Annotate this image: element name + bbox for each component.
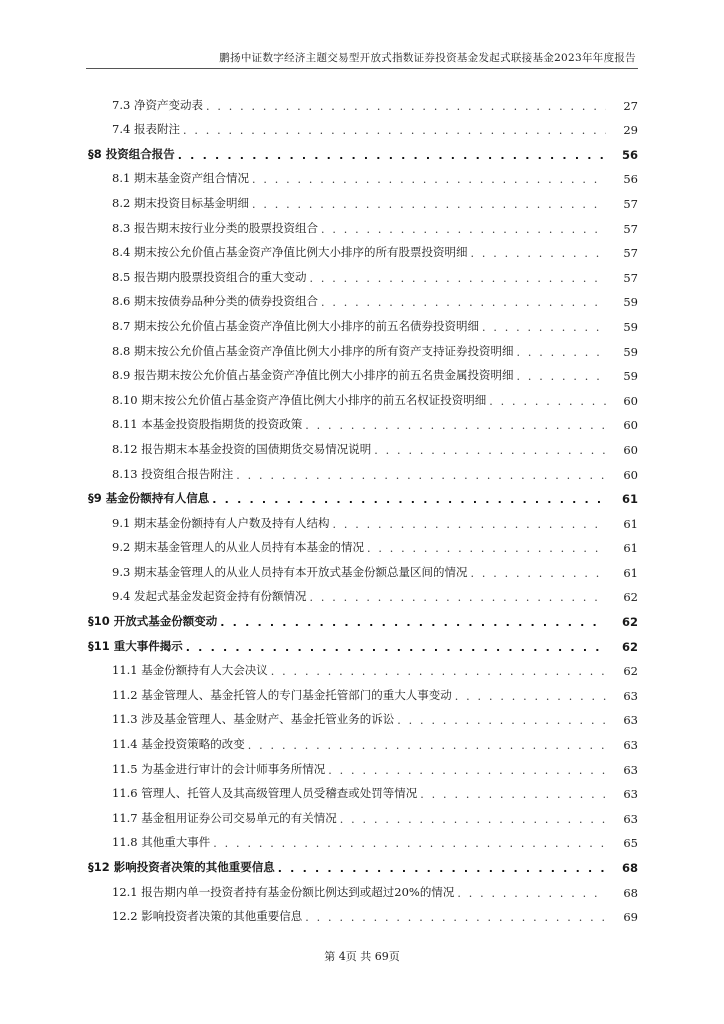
toc-entry-page-number: 57 — [623, 246, 638, 261]
toc-section-entry[interactable] — [86, 482, 638, 507]
toc-entry[interactable] — [86, 260, 638, 285]
toc-entry-title: 8.3 报告期末按行业分类的股票投资组合 — [112, 220, 318, 235]
toc-entry-title: 11.1 基金份额持有人大会决议 — [112, 663, 268, 678]
toc-entry-page-number: 69 — [623, 910, 638, 925]
toc-entry-title: 11.6 管理人、托管人及其高级管理人员受稽查或处罚等情况 — [112, 786, 418, 801]
toc-entry-page-number: 59 — [623, 319, 638, 334]
dot-leader — [213, 837, 606, 850]
toc-entry[interactable] — [86, 113, 638, 138]
toc-entry[interactable] — [86, 432, 638, 457]
dot-leader — [206, 100, 606, 113]
toc-entry-page-number: 62 — [623, 664, 638, 679]
toc-entry-title: 8.11 本基金投资股指期货的投资政策 — [112, 417, 303, 432]
toc-entry-title: §12 影响投资者决策的其他重要信息 — [88, 860, 275, 874]
toc-entry-page-number: 63 — [623, 688, 638, 703]
toc-entry-title: 11.2 基金管理人、基金托管人的专门基金托管部门的重大人事变动 — [112, 687, 452, 702]
toc-entry-title: 9.1 期末基金份额持有人户数及持有人结构 — [112, 515, 330, 530]
toc-entry[interactable] — [86, 531, 638, 556]
toc-entry-title: 11.5 为基金进行审计的会计师事务所情况 — [112, 761, 326, 776]
toc-entry[interactable] — [86, 801, 638, 826]
toc-entry[interactable] — [86, 703, 638, 728]
toc-entry-title: 9.3 期末基金管理人的从业人员持有本开放式基金份额总量区间的情况 — [112, 564, 468, 579]
table-of-contents — [86, 88, 638, 924]
toc-entry-title: 8.1 期末基金资产组合情况 — [112, 171, 249, 186]
toc-entry[interactable] — [86, 162, 638, 187]
toc-entry-title: 7.4 报表附注 — [112, 122, 180, 137]
toc-entry-page-number: 61 — [623, 541, 638, 556]
toc-entry-title: 8.4 期末按公允价值占基金资产净值比例大小排序的所有股票投资明细 — [112, 245, 468, 260]
toc-entry-page-number: 60 — [623, 393, 638, 408]
toc-entry[interactable] — [86, 383, 638, 408]
dot-leader — [305, 419, 606, 432]
toc-entry-page-number: 63 — [623, 762, 638, 777]
dot-leader — [516, 346, 606, 359]
toc-section-entry[interactable] — [86, 629, 638, 654]
dot-leader — [236, 469, 606, 482]
toc-entry-page-number: 56 — [621, 147, 638, 162]
toc-entry[interactable] — [86, 875, 638, 900]
dot-leader — [489, 395, 606, 408]
toc-entry-page-number: 57 — [623, 196, 638, 211]
toc-entry[interactable] — [86, 678, 638, 703]
dot-leader — [516, 370, 606, 383]
toc-entry[interactable] — [86, 900, 638, 925]
dot-leader — [470, 567, 606, 580]
toc-entry[interactable] — [86, 309, 638, 334]
toc-entry[interactable] — [86, 752, 638, 777]
toc-entry[interactable] — [86, 777, 638, 802]
toc-entry-title: 8.9 报告期末按公允价值占基金资产净值比例大小排序的前五名贵金属投资明细 — [112, 368, 514, 383]
toc-entry[interactable] — [86, 654, 638, 679]
toc-entry-title: §10 开放式基金份额变动 — [88, 614, 218, 629]
toc-entry[interactable] — [86, 285, 638, 310]
toc-entry-title: 8.8 期末按公允价值占基金资产净值比例大小排序的所有资产支持证券投资明细 — [112, 343, 514, 358]
dot-leader — [220, 616, 606, 629]
toc-entry-title: 11.4 基金投资策略的改变 — [112, 737, 245, 752]
page-header: 鹏扬中证数字经济主题交易型开放式指数证券投资基金发起式联接基金2023年年度报告 — [219, 52, 636, 64]
toc-entry-title: 8.5 报告期内股票投资组合的重大变动 — [112, 269, 307, 284]
toc-entry[interactable] — [86, 580, 638, 605]
toc-entry-page-number: 65 — [623, 836, 638, 851]
toc-section-entry[interactable] — [86, 604, 638, 629]
toc-section-entry[interactable] — [86, 137, 638, 162]
toc-entry-page-number: 60 — [623, 467, 638, 482]
toc-entry-page-number: 56 — [623, 172, 638, 187]
dot-leader — [186, 641, 606, 654]
dot-leader — [252, 198, 606, 211]
toc-entry[interactable] — [86, 211, 638, 236]
dot-leader — [309, 591, 606, 604]
toc-entry-title: 12.1 报告期内单一投资者持有基金份额比例达到或超过20%的情况 — [112, 884, 455, 899]
dot-leader — [332, 518, 606, 531]
toc-entry-title: §11 重大事件揭示 — [88, 638, 183, 653]
dot-leader — [321, 223, 606, 236]
toc-entry-page-number: 57 — [623, 221, 638, 236]
toc-entry-title: 11.3 涉及基金管理人、基金财产、基金托管业务的诉讼 — [112, 712, 395, 727]
dot-leader — [321, 296, 606, 309]
toc-entry[interactable] — [86, 506, 638, 531]
toc-entry-title: 8.7 期末按公允价值占基金资产净值比例大小排序的前五名债券投资明细 — [112, 318, 479, 333]
dot-leader — [212, 493, 606, 506]
toc-entry-page-number: 29 — [623, 123, 638, 138]
toc-entry-title: 7.3 净资产变动表 — [112, 97, 203, 112]
dot-leader — [470, 247, 606, 260]
dot-leader — [420, 788, 606, 801]
header-divider — [86, 68, 638, 69]
toc-entry-page-number: 62 — [621, 615, 638, 630]
toc-entry-page-number: 57 — [623, 270, 638, 285]
toc-entry-page-number: 61 — [623, 516, 638, 531]
dot-leader — [455, 690, 606, 703]
toc-entry[interactable] — [86, 88, 638, 113]
toc-entry-title: 8.12 报告期末本基金投资的国债期货交易情况说明 — [112, 441, 372, 456]
dot-leader — [305, 911, 606, 924]
dot-leader — [328, 764, 606, 777]
toc-entry-title: 9.4 发起式基金发起资金持有份额情况 — [112, 589, 307, 604]
toc-entry-page-number: 68 — [621, 861, 638, 875]
dot-leader — [178, 149, 606, 162]
toc-entry-title: 8.6 期末按债券品种分类的债券投资组合 — [112, 294, 318, 309]
toc-entry-title: 9.2 期末基金管理人的从业人员持有本基金的情况 — [112, 540, 364, 555]
dot-leader — [309, 272, 606, 285]
toc-entry-page-number: 59 — [623, 369, 638, 384]
toc-entry[interactable] — [86, 334, 638, 359]
toc-entry-page-number: 59 — [623, 344, 638, 359]
toc-entry-page-number: 68 — [623, 885, 638, 900]
dot-leader — [183, 124, 606, 137]
dot-leader — [248, 739, 606, 752]
toc-entry-page-number: 63 — [623, 713, 638, 728]
toc-entry-title: 12.2 影响投资者决策的其他重要信息 — [112, 909, 303, 924]
toc-entry[interactable] — [86, 359, 638, 384]
toc-entry-page-number: 63 — [623, 738, 638, 753]
toc-entry[interactable] — [86, 727, 638, 752]
toc-entry-page-number: 61 — [621, 492, 638, 507]
toc-entry-page-number: 59 — [623, 295, 638, 310]
toc-entry-title: 11.7 基金租用证券公司交易单元的有关情况 — [112, 810, 337, 825]
toc-entry-title: §9 基金份额持有人信息 — [88, 491, 210, 506]
toc-entry-page-number: 63 — [623, 787, 638, 802]
page-footer: 第 4页 共 69页 — [324, 950, 400, 963]
dot-leader — [457, 887, 606, 900]
dot-leader — [482, 321, 606, 334]
toc-entry-page-number: 63 — [623, 811, 638, 826]
toc-entry-title: 8.10 期末按公允价值占基金资产净值比例大小排序的前五名权证投资明细 — [112, 392, 487, 407]
toc-entry[interactable] — [86, 186, 638, 211]
dot-leader — [340, 813, 606, 826]
toc-entry[interactable] — [86, 408, 638, 433]
toc-entry-page-number: 62 — [623, 590, 638, 605]
toc-entry[interactable] — [86, 555, 638, 580]
toc-entry-page-number: 61 — [623, 565, 638, 580]
toc-entry-page-number: 27 — [623, 98, 638, 113]
dot-leader — [278, 862, 606, 875]
toc-entry-page-number: 60 — [623, 442, 638, 457]
toc-entry-page-number: 60 — [623, 418, 638, 433]
toc-entry[interactable] — [86, 236, 638, 261]
dot-leader — [397, 714, 606, 727]
toc-entry-title: §8 投资组合报告 — [88, 146, 175, 161]
toc-entry[interactable] — [86, 457, 638, 482]
dot-leader — [374, 444, 606, 457]
dot-leader — [252, 173, 606, 186]
dot-leader — [367, 542, 606, 555]
dot-leader — [271, 665, 606, 678]
toc-entry-title: 8.13 投资组合报告附注 — [112, 466, 234, 481]
toc-entry[interactable] — [86, 826, 638, 851]
toc-entry-title: 8.2 期末投资目标基金明细 — [112, 195, 249, 210]
toc-section-entry[interactable] — [86, 850, 638, 875]
toc-entry-title: 11.8 其他重大事件 — [112, 835, 211, 850]
toc-entry-page-number: 62 — [621, 639, 638, 654]
